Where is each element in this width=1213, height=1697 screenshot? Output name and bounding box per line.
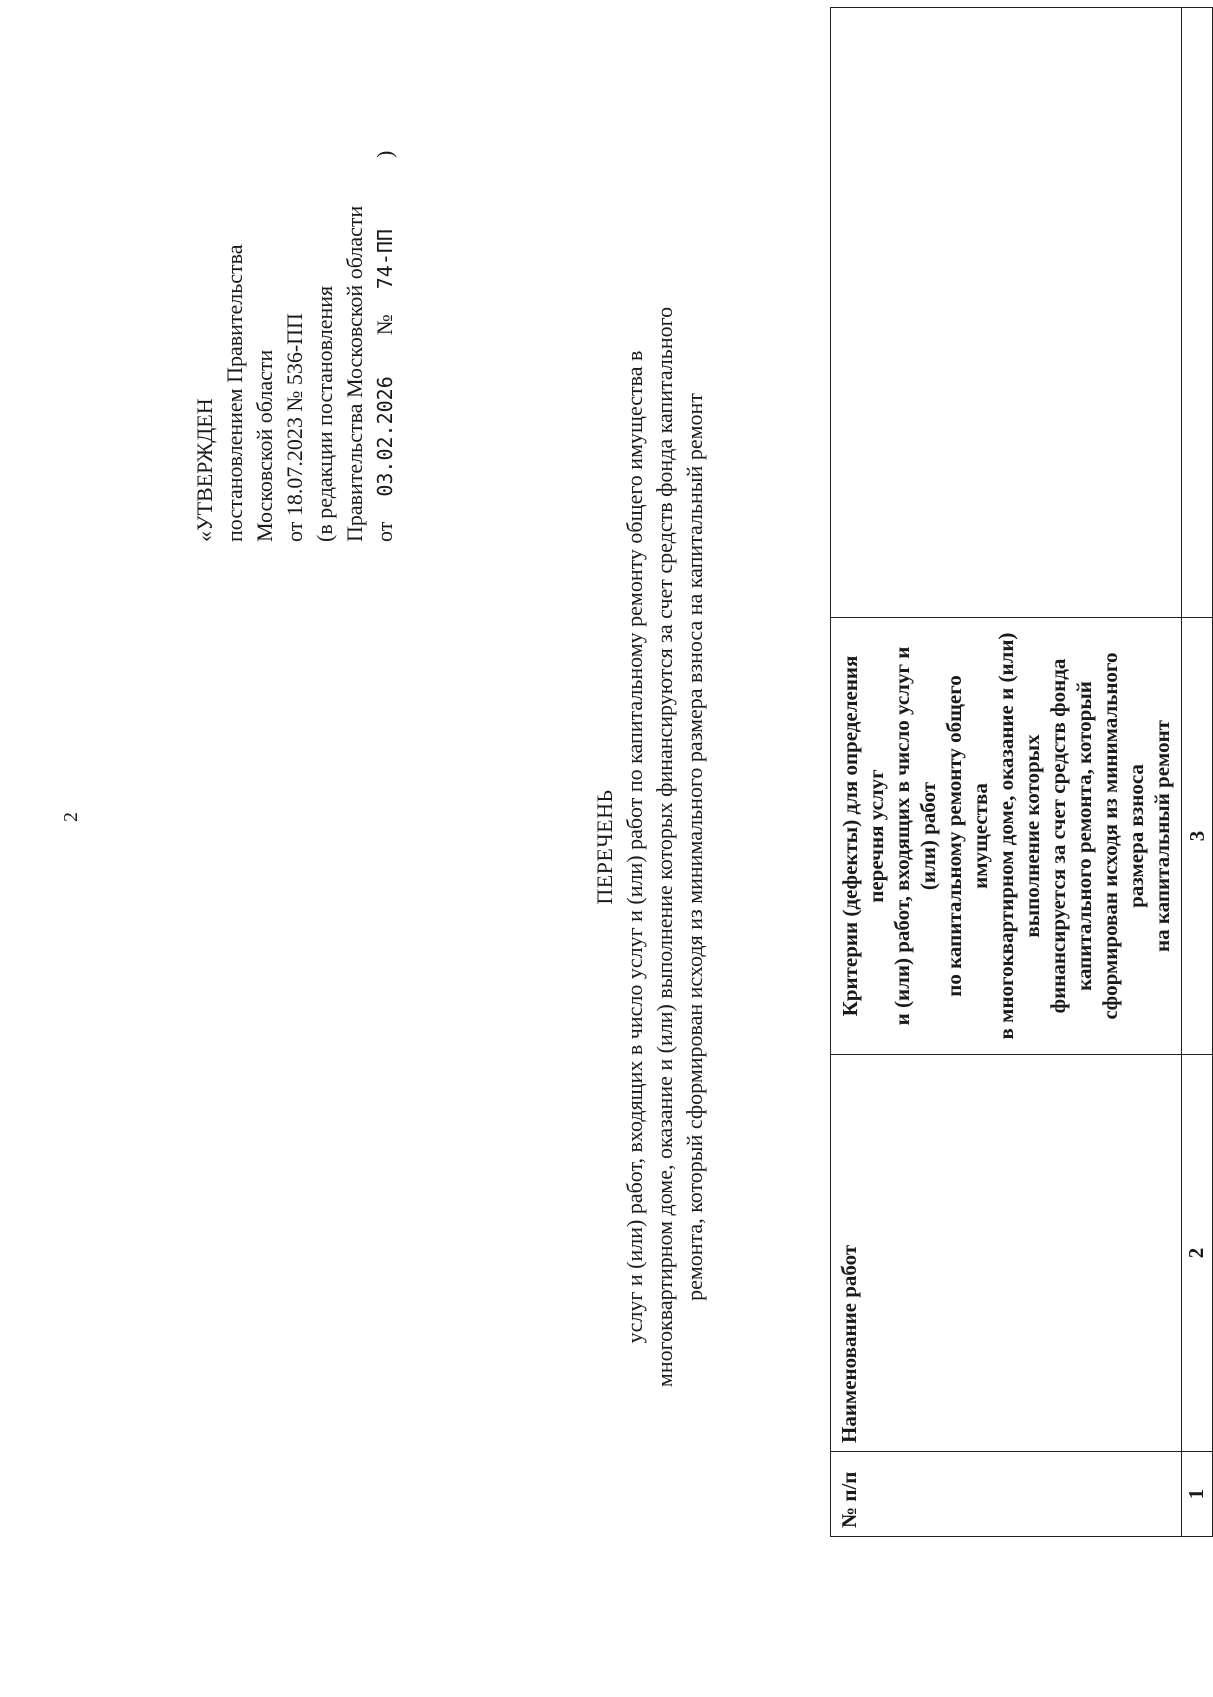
- approval-stamp: [190, 22, 400, 542]
- column-number-3: 3: [1182, 618, 1213, 1055]
- approval-line: (в редакции постановления: [312, 285, 337, 542]
- ref-number-sign: №: [372, 314, 397, 336]
- title-line: услуг и (или) работ, входящих в число услуг и (или) работ по капитальному ремонту общего имущества в: [622, 350, 647, 1344]
- ref-date: 03.02.2026: [373, 376, 397, 497]
- column-number-1: 1: [1182, 1452, 1213, 1537]
- works-table: [830, 7, 1213, 1537]
- title-heading: ПЕРЕЧЕНЬ: [592, 789, 617, 905]
- criteria-line: и (или) работ, входящих в число услуг и (или) работ: [890, 646, 940, 1026]
- ref-number: 74-ПП: [373, 229, 397, 290]
- column-number-blank: [1182, 8, 1213, 618]
- approval-reference-line: [370, 22, 400, 542]
- document-title: [590, 147, 710, 1547]
- criteria-line: по капитальному ремонту общего имущества: [942, 675, 992, 997]
- criteria-line: на капитальный ремонт: [1150, 720, 1174, 952]
- header-criteria: [831, 618, 1182, 1055]
- table-header-row: [831, 8, 1182, 1537]
- approval-line: Правительства Московской области: [342, 205, 367, 542]
- page-number: 2: [60, 812, 82, 822]
- header-name: Наименование работ: [831, 1055, 1182, 1452]
- approval-line: постановлением Правительства: [222, 244, 247, 542]
- header-blank: [831, 8, 1182, 618]
- header-number: № п/п: [831, 1452, 1182, 1537]
- ref-close: ): [372, 150, 397, 159]
- approval-line: Московской области: [252, 349, 277, 542]
- title-line: многоквартирном доме, оказание и (или) выполнение которых финансируются за счет средств фонда капитального: [652, 306, 677, 1388]
- criteria-line: в многоквартирном доме, оказание и (или) выполнение которых: [994, 632, 1044, 1040]
- criteria-line: финансируется за счет средств фонда капитального ремонта, который: [1046, 658, 1096, 1014]
- column-number-2: 2: [1182, 1055, 1213, 1452]
- ref-from: от: [372, 521, 397, 542]
- approval-line: «УТВЕРЖДЕН: [192, 398, 217, 542]
- column-number-row: [1182, 8, 1213, 1537]
- criteria-line: сформирован исходя из минимального размера взноса: [1098, 652, 1148, 1020]
- title-line: ремонта, который сформирован исходя из минимального размера взноса на капитальный ремонт: [682, 393, 707, 1301]
- approval-line: от 18.07.2023 № 536-ПП: [282, 313, 307, 542]
- criteria-line: Критерии (дефекты) для определения перечня услуг: [838, 655, 888, 1017]
